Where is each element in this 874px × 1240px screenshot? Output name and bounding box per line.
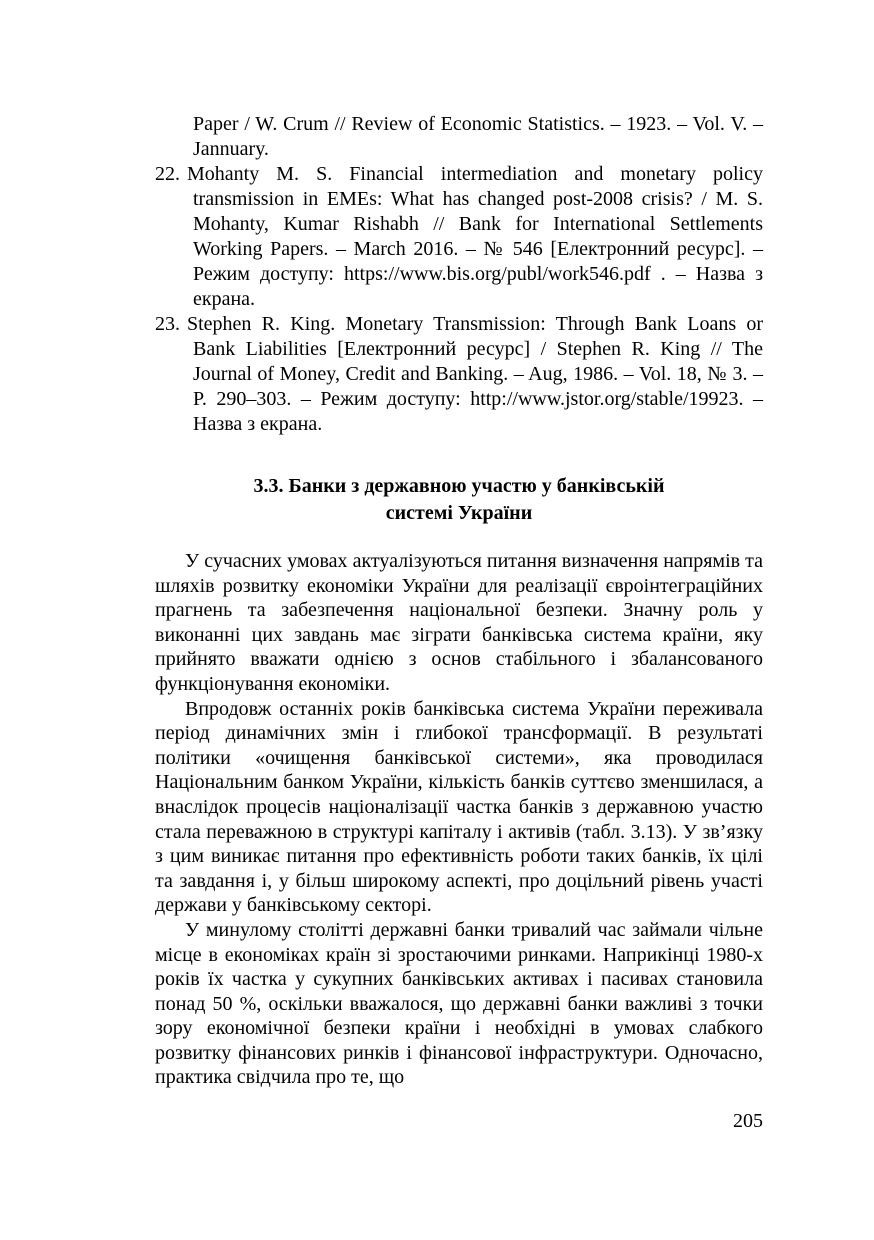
paragraph: У сучасних умовах актуалізуються питання визначення напрямів та шляхів розвитку економіки України для реалізації євроінтеграційних прагнень та забезпечення національної безпеки. Значну роль у виконанні цих завдань має зіграти банківська система країни, яку прийнято вважати однією з основ стабільного і збалансованого функціонування економіки. [155,550,763,695]
page-number: 205 [733,1110,763,1132]
section-heading [155,473,763,527]
reference-text: Stephen R. King. Monetary Transmission: Through Bank Loans or Bank Liabilities [Електронний ресурс] / Stephen R. King // The Journal of Money, Credit and Banking. – Aug, 1986. – Vol. 18, № 3. – P. 290–303. – Режим доступу: http://www.jstor.org/stable/19923. – Назва з екрана. [187,313,763,435]
section-heading-line-1: 3.3. Банки з державною участю у банківській [253,475,665,497]
reference-continuation: Paper / W. Crum // Review of Economic Statistics. – 1923. – Vol. V. – Jannuary. [193,113,763,160]
reference-item [155,162,763,312]
reference-number: 23. [155,313,180,335]
reference-number: 22. [155,163,180,185]
paragraph: У минулому столітті державні банки тривалий час займали чільне місце в економіках країн зі зростаючими ринками. Наприкінці 1980-х років їх частка у сукупних банківських активах і пасивах становила понад 50 %, оскільки вважалося, що державні банки важливі з точки зору економічної безпеки країни і необхідні в умовах слабкого розвитку фінансових ринків і фінансової інфраструктури. Одночасно, практика свідчила про те, що [155,918,763,1089]
references-list [155,112,763,437]
page-content [155,112,763,1090]
reference-item [155,312,763,437]
paragraph: Впродовж останніх років банківська система України переживала період динамічних змін і глибокої трансформації. В результаті політики «очищення банківської системи», яка проводилася Національним банком України, кількість банків суттєво зменшилася, а внаслідок процесів націоналізації частка банків з державною участю стала переважною в структурі капіталу і активів (табл. 3.13). У зв’язку з цим виникає питання про ефективність роботи таких банків, їх цілі та завдання і, у більш широкому аспекті, про доцільний рівень участі держави у банківському секторі. [155,697,763,917]
section-heading-line-2: системі України [385,502,533,524]
reference-text: Mohanty M. S. Financial intermediation and monetary policy transmission in EMEs: What has changed post-2008 crisis? / M. S. Mohanty, Kumar Rishabh // Bank for International Settlements Working Papers. – March 2016. – № 546 [Електронний ресурс]. – Режим доступу: https://www.bis.org/publ/work546.pdf . – Назва з екрана. [187,163,763,310]
